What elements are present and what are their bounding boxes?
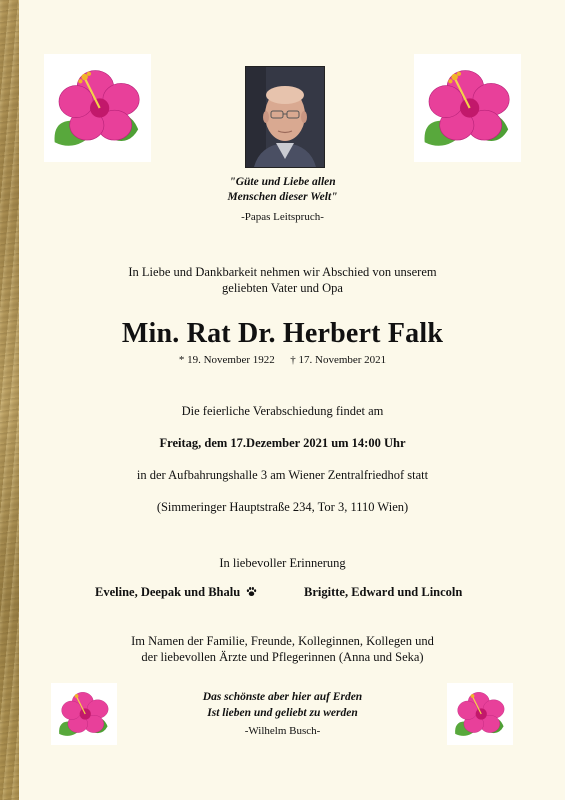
closing-line-2: Ist lieben und geliebt zu werden: [207, 707, 358, 719]
memory-label: In liebevoller Erinnerung: [219, 556, 346, 570]
hibiscus-flower-icon: [44, 54, 151, 162]
portrait-photo: [245, 66, 325, 168]
birth-date: * 19. November 1922: [178, 354, 275, 366]
motto-source: -Papas Leitspruch-: [241, 211, 324, 223]
decorative-border: [0, 0, 19, 800]
motto-line-1: "Güte und Liebe allen: [229, 176, 336, 188]
ceremony-address: (Simmeringer Hauptstraße 234, Tor 3, 1110 Wien): [156, 500, 409, 514]
closing-author: -Wilhelm Busch-: [244, 725, 321, 737]
closing-line-1: Das schönste aber hier auf Erden: [202, 691, 363, 703]
intro-line-1: In Liebe und Dankbarkeit nehmen wir Abschied von unserem: [128, 265, 437, 279]
intro-line-2: geliebten Vater und Opa: [222, 281, 343, 295]
family-line-2: der liebevollen Ärzte und Pflegerinnen (Anna und Seka): [141, 650, 424, 664]
death-date: † 17. November 2021: [290, 354, 387, 366]
ceremony-place: in der Aufbahrungshalle 3 am Wiener Zentralfriedhof statt: [136, 468, 429, 482]
family-line-1: Im Namen der Familie, Freunde, Kolleginnen, Kollegen und: [131, 634, 434, 648]
deceased-name: Min. Rat Dr. Herbert Falk: [121, 318, 444, 349]
mourners-left: [95, 585, 257, 601]
mourners-right: Brigitte, Edward und Lincoln: [304, 585, 463, 599]
hibiscus-flower-icon: [414, 54, 521, 162]
motto-line-2: Menschen dieser Welt": [227, 191, 338, 203]
ceremony-date: Freitag, dem 17.Dezember 2021 um 14:00 Uhr: [159, 436, 406, 450]
paw-icon: [246, 586, 257, 601]
ceremony-intro: Die feierliche Verabschiedung findet am: [181, 404, 384, 418]
mourners-left-names: Eveline, Deepak und Bhalu: [95, 585, 241, 599]
life-dates: [0, 354, 565, 366]
